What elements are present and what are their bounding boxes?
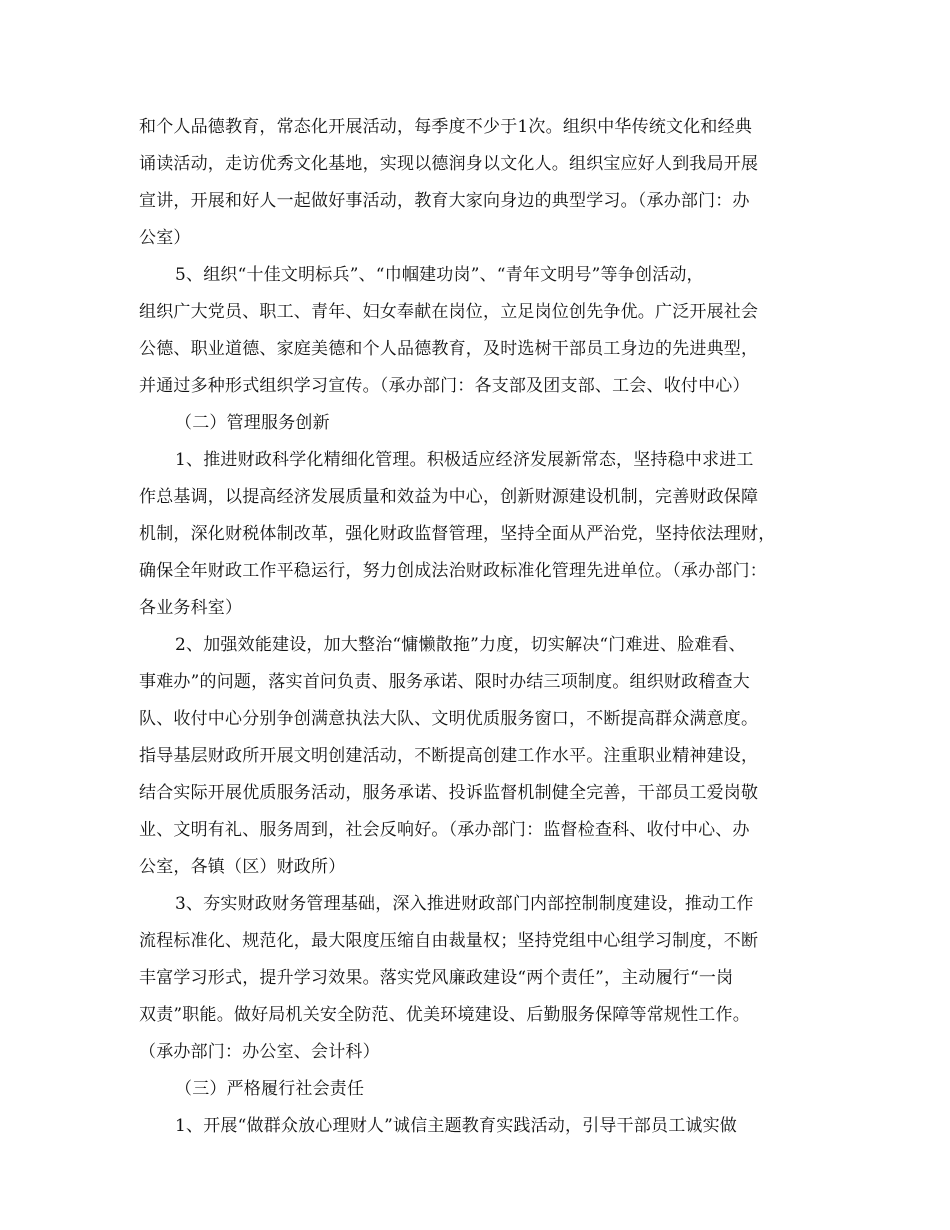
section-heading: （二）管理服务创新 xyxy=(175,413,330,433)
paragraph-first-line: 2、加强效能建设，加大整治“慵懒散拖”力度，切实解决“门难进、脸难看、 xyxy=(175,635,746,655)
text-line: 和个人品德教育，常态化开展活动，每季度不少于1次。组织中华传统文化和经典 xyxy=(139,117,753,137)
text-line: 公德、职业道德、家庭美德和个人品德教育，及时选树干部员工身边的先进典型， xyxy=(139,339,759,359)
text-line: 宣讲，开展和好人一起做好事活动，教育大家向身边的典型学习。（承办部门：办 xyxy=(139,191,750,211)
text-line: （承办部门：办公室、会计科） xyxy=(139,1042,380,1062)
text-line: 公室） xyxy=(139,228,191,248)
text-line: 确保全年财政工作平稳运行，努力创成法治财政标准化管理先进单位。（承办部门： xyxy=(139,561,767,581)
section-heading: （三）严格履行社会责任 xyxy=(175,1079,365,1099)
text-line: 丰富学习形式，提升学习效果。落实党风廉政建设“两个责任”，主动履行“一岗 xyxy=(139,968,734,988)
text-line: 公室，各镇（区）财政所） xyxy=(139,857,346,877)
text-line: 并通过多种形式组织学习宣传。（承办部门：各支部及团支部、工会、收付中心） xyxy=(139,376,750,396)
text-line: 流程标准化、规范化，最大限度压缩自由裁量权；坚持党组中心组学习制度，不断 xyxy=(139,931,759,951)
text-line: 事难办”的问题，落实首问负责、服务承诺、限时办结三项制度。组织财政稽查大 xyxy=(139,672,750,692)
text-line: 指导基层财政所开展文明创建活动，不断提高创建工作水平。注重职业精神建设， xyxy=(139,746,759,766)
text-line: 各业务科室） xyxy=(139,598,243,618)
text-line: 作总基调，以提高经济发展质量和效益为中心，创新财源建设机制，完善财政保障 xyxy=(139,487,759,507)
text-line: 诵读活动，走访优秀文化基地，实现以德润身以文化人。组织宝应好人到我局开展 xyxy=(139,154,759,174)
paragraph-first-line: 3、夯实财政财务管理基础，深入推进财政部门内部控制制度建设，推动工作 xyxy=(175,894,754,914)
paragraph-first-line: 1、推进财政科学化精细化管理。积极适应经济发展新常态，坚持稳中求进工 xyxy=(175,450,754,470)
text-line: 队、收付中心分别争创满意执法大队、文明优质服务窗口，不断提高群众满意度。 xyxy=(139,709,759,729)
text-line: 结合实际开展优质服务活动，服务承诺、投诉监督机制健全完善，干部员工爱岗敬 xyxy=(139,783,759,803)
text-line: 机制，深化财税体制改革，强化财政监督管理，坚持全面从严治党，坚持依法理财， xyxy=(139,524,776,544)
paragraph-first-line: 1、开展“做群众放心理财人”诚信主题教育实践活动，引导干部员工诚实做 xyxy=(175,1116,737,1136)
text-line: 组织广大党员、职工、青年、妇女奉献在岗位，立足岗位创先争优。广泛开展社会 xyxy=(139,302,759,322)
text-line: 双责”职能。做好局机关安全防范、优美环境建设、后勤服务保障等常规性工作。 xyxy=(139,1005,750,1025)
text-line: 业、文明有礼、服务周到，社会反响好。（承办部门：监督检查科、收付中心、办 xyxy=(139,820,750,840)
paragraph-first-line: 5、组织“十佳文明标兵”、“巾帼建功岗”、“青年文明号”等争创活动， xyxy=(175,265,704,285)
